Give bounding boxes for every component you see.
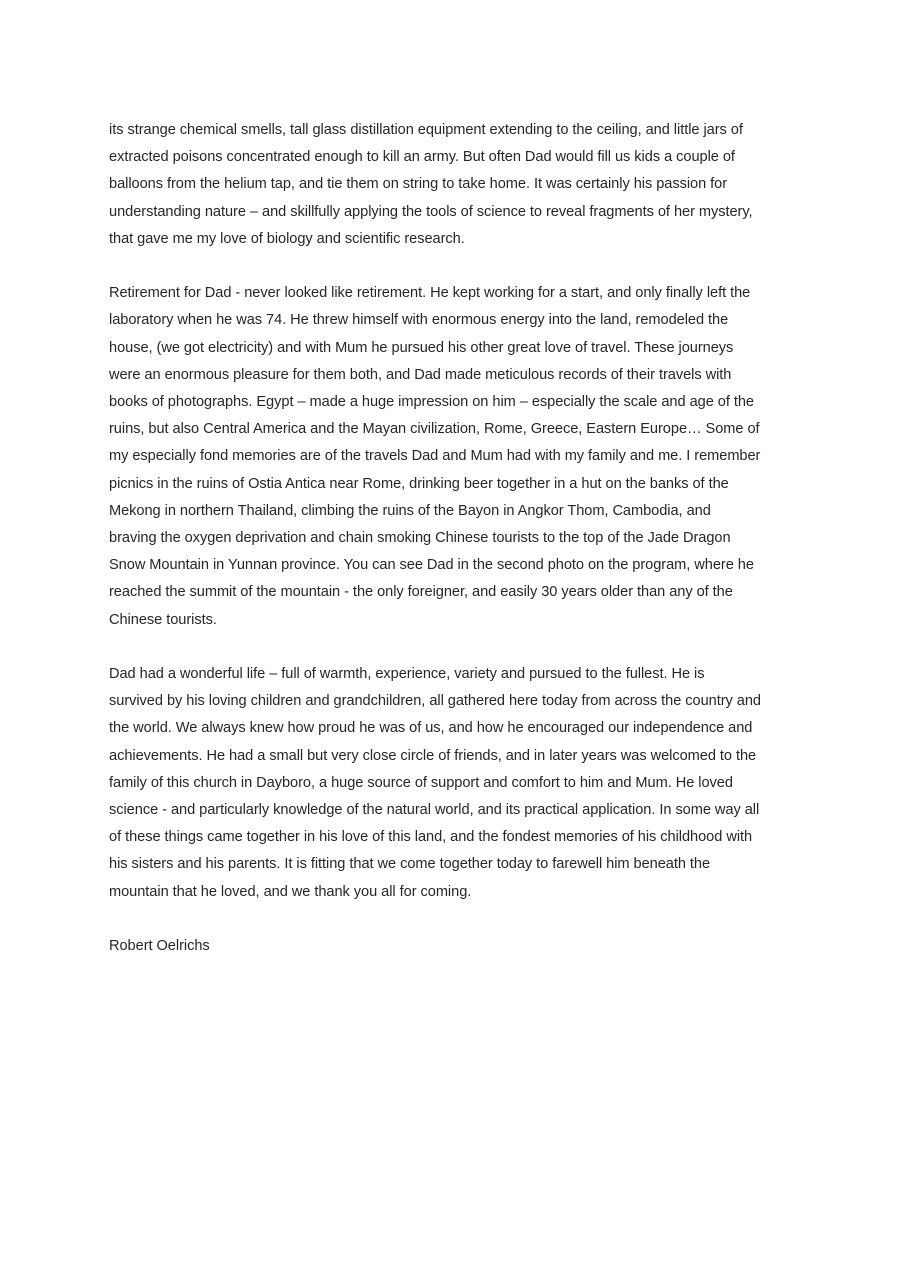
paragraph-wonderful-life <box>109 661 799 906</box>
text-line: Snow Mountain in Yunnan province. You can see Dad in the second photo on the program, where he <box>109 557 754 574</box>
paragraph-lab-memories <box>109 117 799 253</box>
signature-name: Robert Oelrichs <box>109 938 210 955</box>
text-line: achievements. He had a small but very close circle of friends, and in later years was welcomed to the <box>109 747 757 764</box>
text-line: extracted poisons concentrated enough to kill an army. But often Dad would fill us kids a couple of <box>109 149 735 166</box>
text-line: house, (we got electricity) and with Mum he pursued his other great love of travel. These journeys <box>109 339 734 356</box>
paragraph-retirement <box>109 280 799 634</box>
text-line: picnics in the ruins of Ostia Antica near Rome, drinking beer together in a hut on the banks of the <box>109 475 729 492</box>
text-line: family of this church in Dayboro, a huge source of support and comfort to him and Mum. He loved <box>109 774 733 791</box>
signature <box>109 933 799 960</box>
text-line: its strange chemical smells, tall glass distillation equipment extending to the ceiling, and little jars of <box>109 122 743 138</box>
text-line: his sisters and his parents. It is fitting that we come together today to farewell him beneath the <box>109 856 711 873</box>
text-line: reached the summit of the mountain - the only foreigner, and easily 30 years older than any of the <box>109 584 733 601</box>
text-line: Chinese tourists. <box>109 611 217 628</box>
document-page <box>109 117 799 987</box>
text-line: balloons from the helium tap, and tie them on string to take home. It was certainly his passion for <box>109 176 728 193</box>
text-line: science - and particularly knowledge of the natural world, and its practical application. In some way all <box>109 802 760 819</box>
text-line: were an enormous pleasure for them both, and Dad made meticulous records of their travels with <box>109 366 732 383</box>
text-line: my especially fond memories are of the travels Dad and Mum had with my family and me. I remember <box>109 448 761 465</box>
text-line: Mekong in northern Thailand, climbing the ruins of the Bayon in Angkor Thom, Cambodia, and <box>109 502 711 519</box>
text-line: ruins, but also Central America and the Mayan civilization, Rome, Greece, Eastern Europe… Some of <box>109 421 760 438</box>
text-line: books of photographs. Egypt – made a huge impression on him – especially the scale and age of the <box>109 394 754 411</box>
text-line: Retirement for Dad - never looked like retirement. He kept working for a start, and only finally left the <box>109 285 751 302</box>
text-line: that gave me my love of biology and scientific research. <box>109 230 465 247</box>
text-line: of these things came together in his love of this land, and the fondest memories of his childhood with <box>109 829 753 846</box>
text-line: Dad had a wonderful life – full of warmth, experience, variety and pursued to the fullest. He is <box>109 666 705 683</box>
text-line: understanding nature – and skillfully applying the tools of science to reveal fragments of her mystery, <box>109 203 753 220</box>
text-line: mountain that he loved, and we thank you all for coming. <box>109 883 472 900</box>
text-line: survived by his loving children and grandchildren, all gathered here today from across the country and <box>109 693 761 710</box>
text-line: laboratory when he was 74. He threw himself with enormous energy into the land, remodeled the <box>109 312 729 329</box>
text-line: the world. We always knew how proud he was of us, and how he encouraged our independence and <box>109 720 753 737</box>
text-line: braving the oxygen deprivation and chain smoking Chinese tourists to the top of the Jade Dragon <box>109 530 731 547</box>
